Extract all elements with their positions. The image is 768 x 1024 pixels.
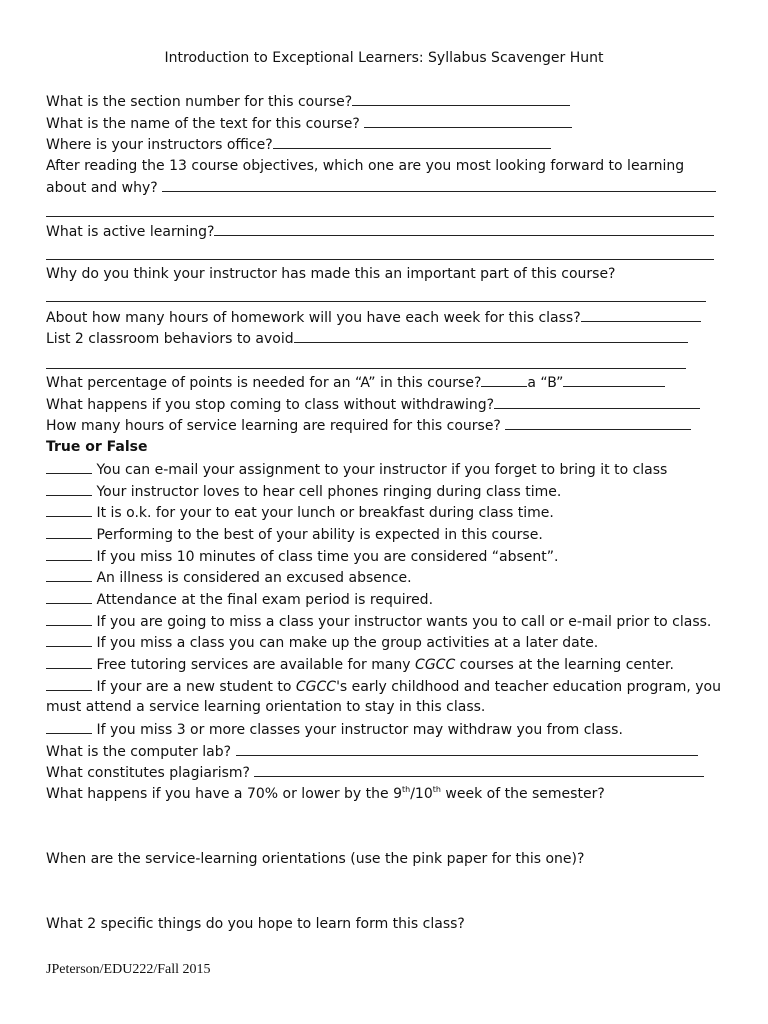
- tf-item: [46, 611, 711, 632]
- question-text-end: week of the semester?: [440, 786, 605, 802]
- answer-line[interactable]: [46, 368, 686, 369]
- question-hope-to-learn: What 2 specific things do you hope to learn form this class?: [46, 916, 465, 932]
- tf-item: [46, 632, 598, 653]
- question-stop-coming: [46, 394, 700, 415]
- tf-blank[interactable]: [46, 481, 92, 496]
- tf-item-tutoring: [46, 654, 674, 675]
- answer-blank[interactable]: [236, 741, 698, 756]
- answer-line[interactable]: [46, 301, 706, 302]
- question-active-learning: [46, 221, 714, 242]
- college-name: CGCC: [415, 657, 456, 673]
- question-text-b: a “B”: [527, 375, 564, 391]
- tf-blank[interactable]: [46, 524, 92, 539]
- tf-item-new-student-line2: must attend a service learning orientation to stay in this class.: [46, 699, 486, 715]
- question-objectives-line1: After reading the 13 course objectives, which one are you most looking forward to learning: [46, 158, 685, 174]
- question-text: What happens if you have a 70% or lower by the 9: [46, 786, 402, 802]
- tf-item: [46, 502, 554, 523]
- tf-statement-end: 's early childhood and teacher education program, you: [336, 679, 721, 695]
- tf-statement: If you miss a class you can make up the group activities at a later date.: [96, 635, 599, 651]
- answer-blank-b[interactable]: [563, 372, 665, 387]
- answer-line[interactable]: [46, 259, 714, 260]
- question-objectives-line2: [46, 177, 716, 198]
- answer-blank[interactable]: [494, 394, 700, 409]
- tf-item: [46, 567, 412, 588]
- tf-item: [46, 481, 561, 502]
- answer-blank[interactable]: [364, 113, 572, 128]
- question-computer-lab: [46, 741, 698, 762]
- tf-statement: Your instructor loves to hear cell phones ringing during class time.: [96, 484, 562, 500]
- tf-item: [46, 719, 623, 740]
- answer-blank[interactable]: [162, 177, 716, 192]
- tf-blank[interactable]: [46, 654, 92, 669]
- page-title: Introduction to Exceptional Learners: Syllabus Scavenger Hunt: [164, 50, 604, 66]
- college-name: CGCC: [295, 679, 337, 695]
- question-text: What is the computer lab?: [46, 744, 236, 760]
- question-text: How many hours of service learning are required for this course?: [46, 418, 506, 434]
- question-text: What percentage of points is needed for an “A” in this course?: [46, 375, 482, 391]
- answer-blank[interactable]: [352, 91, 570, 106]
- tf-blank[interactable]: [46, 567, 92, 582]
- tf-statement: If you miss 3 or more classes your instructor may withdraw you from class.: [96, 722, 623, 738]
- answer-line[interactable]: [46, 216, 714, 217]
- question-text: About how many hours of homework will you have each week for this class?: [46, 310, 581, 326]
- question-text: What happens if you stop coming to class without withdrawing?: [46, 397, 495, 413]
- tf-statement-end: courses at the learning center.: [455, 657, 674, 673]
- question-text-mid: /10: [410, 786, 433, 802]
- answer-blank[interactable]: [273, 134, 551, 149]
- ordinal-suffix: th: [432, 785, 441, 794]
- answer-blank[interactable]: [581, 307, 701, 322]
- question-percentage: [46, 372, 665, 393]
- tf-item: [46, 546, 559, 567]
- tf-statement: Performing to the best of your ability is expected in this course.: [96, 527, 543, 543]
- question-why-important: Why do you think your instructor has made this an important part of this course?: [46, 266, 616, 282]
- tf-item: [46, 459, 667, 480]
- question-homework-hours: [46, 307, 701, 328]
- question-plagiarism: [46, 762, 704, 783]
- footer-credit: JPeterson/EDU222/Fall 2015: [46, 962, 211, 977]
- tf-item: [46, 589, 433, 610]
- question-text: What is active learning?: [46, 224, 215, 240]
- question-text: What is the name of the text for this course?: [46, 116, 365, 132]
- question-text: Where is your instructors office?: [46, 137, 273, 153]
- tf-blank[interactable]: [46, 546, 92, 561]
- tf-statement: If your are a new student to: [96, 679, 296, 695]
- question-text: List 2 classroom behaviors to avoid: [46, 331, 294, 347]
- tf-blank[interactable]: [46, 611, 92, 626]
- question-text-name: [46, 113, 572, 134]
- question-orientations: When are the service-learning orientations (use the pink paper for this one)?: [46, 851, 585, 867]
- question-week: [46, 784, 605, 804]
- tf-statement: Attendance at the final exam period is required.: [96, 592, 434, 608]
- question-text: What constitutes plagiarism?: [46, 765, 255, 781]
- question-text: about and why?: [46, 180, 163, 196]
- tf-statement: Free tutoring services are available for many: [96, 657, 416, 673]
- tf-blank[interactable]: [46, 676, 92, 691]
- tf-blank[interactable]: [46, 502, 92, 517]
- tf-statement: An illness is considered an excused absence.: [96, 570, 412, 586]
- tf-statement: You can e-mail your assignment to your instructor if you forget to bring it to class: [96, 462, 668, 478]
- tf-blank[interactable]: [46, 459, 92, 474]
- ordinal-suffix: th: [401, 785, 411, 794]
- question-text: What is the section number for this course?: [46, 94, 353, 110]
- tf-blank[interactable]: [46, 719, 92, 734]
- tf-blank[interactable]: [46, 589, 92, 604]
- answer-blank-a[interactable]: [481, 372, 527, 387]
- tf-statement: It is o.k. for your to eat your lunch or breakfast during class time.: [96, 505, 554, 521]
- true-false-heading: True or False: [46, 439, 148, 455]
- answer-blank[interactable]: [294, 328, 688, 343]
- tf-item-new-student: [46, 676, 721, 697]
- answer-blank[interactable]: [505, 415, 691, 430]
- tf-statement: If you are going to miss a class your instructor wants you to call or e-mail prior to class.: [96, 614, 712, 630]
- answer-blank[interactable]: [214, 221, 714, 236]
- question-behaviors: [46, 328, 688, 349]
- answer-blank[interactable]: [254, 762, 704, 777]
- tf-blank[interactable]: [46, 632, 92, 647]
- tf-item: [46, 524, 543, 545]
- tf-statement: If you miss 10 minutes of class time you are considered “absent”.: [96, 549, 559, 565]
- question-service-hours: [46, 415, 691, 436]
- question-instructor-office: [46, 134, 551, 155]
- question-section-number: [46, 91, 570, 112]
